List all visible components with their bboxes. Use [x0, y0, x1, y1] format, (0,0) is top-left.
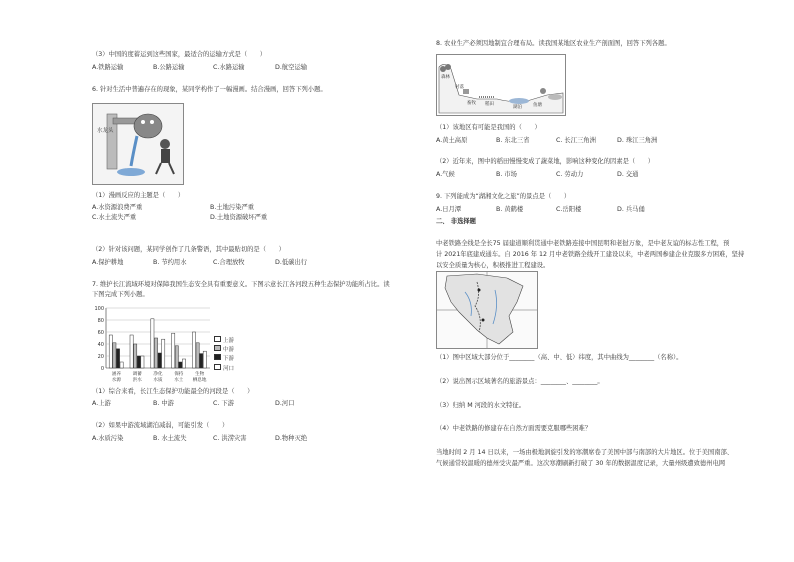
chart-bar: [137, 356, 140, 368]
chart-y-tick-label: 60: [97, 329, 104, 336]
chart-bar: [120, 362, 123, 368]
q6-2-stem: （2）针对该问题，某同学创作了几条警语，其中最贴切的是（ ）: [92, 246, 285, 253]
chart-bar: [200, 354, 203, 368]
q6-1-option-c[interactable]: C.水土流失严重: [92, 214, 137, 221]
chart-x-tick-label: 栖息地: [192, 378, 207, 383]
q5-3-option-c[interactable]: C.水路运输: [213, 64, 245, 71]
q9-stem: 9. 下列能成为“湖湘文化之旅”的景点是（ ）: [436, 193, 571, 200]
q5-3-stem: （3）中国的度蓄运到这些国家，最适合的运输方式是（ ）: [92, 51, 267, 58]
chart-x-tick-label: 生物: [194, 372, 205, 377]
q6-intro: 6. 针对生活中普遍存在的现象，某同学构作了一幅漫画。结合漫画，回答下列小题。: [92, 86, 327, 93]
q7-intro-line1: 7. 维护长江流域环境对保障我国生态安全具有重要意义。下图示意长江各河段五种生态保护功能所占比。读: [92, 281, 390, 288]
chart-bar: [203, 351, 206, 368]
legend-midstream: 中游: [223, 347, 235, 354]
chart-bar: [162, 339, 165, 368]
chart-x-tick-label: 净化: [153, 372, 163, 377]
chart-y-tick-label: 40: [97, 341, 104, 348]
chart-y-tick-label: 100: [94, 305, 104, 312]
chart-y-tick-label: 80: [97, 317, 104, 324]
q7-1-option-d[interactable]: D.河口: [275, 400, 295, 407]
q6-1-option-a[interactable]: A.水资源浪费严重: [92, 204, 143, 211]
q8-2-option-a[interactable]: A.气候: [436, 171, 455, 178]
q11-para-line2: 气候通常较温暖的德州受灾最严重。这次寒潮刷新打破了 30 年的数据温度记录，大量州级遭致德州电网: [436, 460, 726, 467]
q7-1-option-b[interactable]: B. 中游: [153, 400, 174, 407]
chart-bar: [154, 338, 157, 368]
chart-y-tick-label: 20: [97, 353, 104, 360]
q6-2-option-c[interactable]: C.合理放牧: [213, 259, 245, 266]
q8-1-option-b[interactable]: B. 东北三省: [496, 137, 530, 144]
q8-intro: 8. 农业生产必须因地制宜合理布局。读我国某地区农业生产剖面图，回答下列各题。: [436, 40, 671, 47]
q8-1-option-c[interactable]: C. 长江三角洲: [556, 137, 596, 144]
chart-x-tick-label: 水土: [174, 378, 184, 383]
q8-2-option-d[interactable]: D. 交通: [617, 171, 639, 178]
q7-2-stem: （2）如果中游流域湖泊减弱，可能引发（ ）: [92, 422, 229, 429]
legend-estuary: 河口: [223, 365, 235, 372]
q6-1-option-d[interactable]: D.土地资源破坏严重: [210, 214, 268, 221]
q8-1-stem: （1）该地区有可能是我国的（ ）: [436, 124, 541, 131]
legend-downstream: 下游: [223, 356, 235, 363]
chart-bar: [113, 343, 116, 368]
farm-profile-diagram: [436, 54, 566, 116]
chart-bar: [179, 362, 182, 368]
q7-1-stem: （1）综合来看，长江生态保护功能最全的河段是（ ）: [92, 388, 254, 395]
label-forest: 森林: [441, 75, 450, 80]
q10-4: （4）中老铁路的修建存在自然方面需要克服哪些困难？: [436, 425, 592, 432]
chart-x-labels: [112, 370, 207, 383]
q8-2-stem: （2）近年来，图中的稻田慢慢变成了蔬菜地，影响这种变化的因素是（ ）: [436, 158, 655, 165]
q9-option-a[interactable]: A.日月潭: [436, 206, 462, 213]
label-rice-field: 稻田: [485, 102, 494, 107]
chart-x-tick-label: 保持: [174, 372, 184, 377]
q7-2-option-c[interactable]: C. 洪涝灾害: [213, 435, 247, 442]
q7-2-option-b[interactable]: B. 水土流失: [153, 435, 187, 442]
q6-2-option-d[interactable]: D.低碳出行: [275, 259, 308, 266]
q8-2-option-c[interactable]: C. 劳动力: [556, 171, 584, 178]
q7-2-option-a[interactable]: A.水质污染: [92, 435, 124, 442]
chart-bars: [109, 319, 206, 368]
chart-x-tick-label: 洪水: [132, 378, 142, 383]
label-livestock: 畜牧: [467, 101, 476, 106]
chart-bar: [109, 335, 112, 368]
q6-1-option-b[interactable]: B.土地污染严重: [210, 204, 255, 211]
q10-3: （3）归纳 M 河段的水文特征。: [436, 402, 526, 409]
q11-para-line1: 当地时间 2 月 14 日以来，一场由极地涡旋引发的寒潮席卷了美国中部与南部的大片地区。位于美国南部、: [436, 449, 734, 456]
chart-bar: [192, 332, 195, 368]
q5-3-option-d[interactable]: D.航空运输: [275, 64, 308, 71]
q6-2-option-a[interactable]: A.保护耕地: [92, 259, 124, 266]
q5-3-option-a[interactable]: A.铁路运输: [92, 64, 124, 71]
label-fishpond: 鱼塘: [533, 103, 542, 108]
q9-option-c[interactable]: C.岳阳楼: [556, 206, 582, 213]
q8-2-option-b[interactable]: B. 市场: [496, 171, 517, 178]
chart-y-tick-label: 0: [100, 365, 104, 372]
q8-1-option-a[interactable]: A.黄土高原: [436, 137, 468, 144]
cartoon-label: 水龙头: [97, 128, 114, 134]
q10-2: （2）说出图示区域著名的旅游景点：________、________。: [436, 378, 604, 385]
chart-bar: [141, 356, 144, 368]
chart-bar: [175, 346, 178, 368]
chart-bar: [182, 359, 185, 368]
q7-1-option-c[interactable]: C. 下游: [213, 400, 234, 407]
water-waste-cartoon: [92, 103, 184, 185]
chart-bar: [196, 343, 199, 368]
q9-option-d[interactable]: D. 兵马俑: [617, 206, 645, 213]
q8-1-option-d[interactable]: D. 珠江三角洲: [617, 137, 658, 144]
chart-bar: [116, 349, 119, 368]
chart-bar: [172, 333, 175, 368]
q10-para-line3: 以安全质量为核心，积极推进工程建设。: [436, 262, 550, 269]
q10-1: （1）图中区域大部分位于________（高、中、低）纬度，其中曲线为________（名称）。: [436, 354, 683, 361]
q6-2-option-b[interactable]: B. 节约用水: [153, 259, 187, 266]
china-laos-map: [436, 271, 538, 349]
chart-bar: [134, 344, 137, 368]
q9-option-b[interactable]: B. 黄鹤楼: [496, 206, 524, 213]
q7-2-option-d[interactable]: D.物种灭绝: [275, 435, 308, 442]
chart-bar: [158, 353, 161, 368]
q7-intro-line2: 下图完成下列小题。: [92, 291, 149, 298]
label-lake: 湖泊: [513, 105, 522, 110]
label-village: 村落: [455, 85, 464, 90]
chart-x-tick-label: 水源: [111, 378, 122, 383]
q10-para-line1: 中老铁路全线是全长75 届建道顺利贯通中老铁路连接中国昆明和老挝万象，是中老友谊的标志性工程，预: [436, 240, 730, 247]
q10-para-line2: 计 2021年底建成通车。自 2016 年 12 月中老铁路全线开工建设以来，中老两国参建企业克服多方困难，坚持: [436, 251, 745, 258]
chart-x-tick-label: 调蓄: [132, 372, 142, 377]
q5-3-option-b[interactable]: B.公路运输: [153, 64, 185, 71]
legend-upstream: 上游: [223, 338, 235, 344]
chart-bar: [151, 319, 154, 368]
chart-x-tick-label: 水质: [153, 378, 163, 383]
chart-bar: [130, 335, 133, 368]
chart-legend: [214, 336, 234, 373]
section-2-heading: 二、 非选择题: [436, 218, 476, 225]
chart-x-tick-label: 涵养: [111, 372, 122, 377]
q6-1-stem: （1）漫画反应的主题是（ ）: [92, 192, 185, 199]
chart-y-ticks: [94, 306, 104, 372]
q7-1-option-a[interactable]: A.上游: [92, 400, 111, 407]
